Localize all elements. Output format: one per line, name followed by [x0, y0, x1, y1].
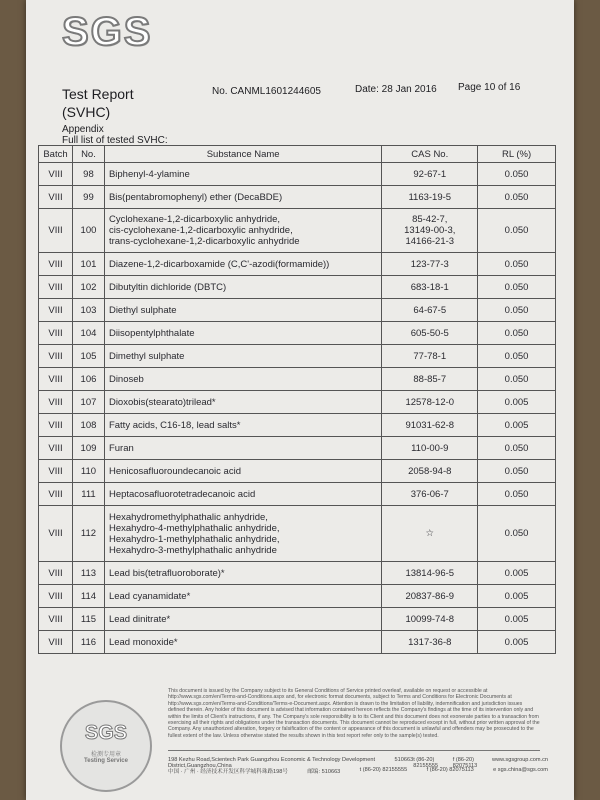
cell-batch: VIII — [39, 608, 73, 631]
address-en: 198 Kezhu Road,Scientech Park Guangzhou Economic & Technology Development District,Guangzhou,China — [168, 757, 375, 769]
cell-rl: 0.005 — [478, 391, 556, 414]
table-row — [39, 163, 556, 186]
web-cn: e sgs.china@sgs.com — [493, 767, 548, 773]
cell-batch: VIII — [39, 276, 73, 299]
cell-rl: 0.050 — [478, 163, 556, 186]
seal-logo: SGS — [84, 722, 128, 744]
cell-substance-name: Dioxobis(stearato)trilead* — [104, 391, 381, 414]
cell-cas-no: 376-06-7 — [382, 483, 478, 506]
table-row — [39, 631, 556, 654]
cell-rl: 0.050 — [478, 368, 556, 391]
cell-batch: VIII — [39, 345, 73, 368]
sgs-logo: SGS — [62, 10, 153, 54]
web-en: www.sgsgroup.com.cn — [492, 757, 549, 763]
table-header-row — [39, 146, 556, 163]
cell-substance-name: Hexahydromethylphathalic anhydride, Hexahydro-4-methylphathalic anhydride, Hexahydro-1-methylphathalic anhydride, Hexahydro-3-methylphathalic anhydride — [104, 506, 381, 562]
fax-cn: f (86-20) 82075113 — [426, 767, 474, 773]
cell-substance-name: Furan — [104, 437, 381, 460]
cell-substance-name: Lead dinitrate* — [104, 608, 381, 631]
header-rl: RL (%) — [478, 146, 556, 163]
cell-batch: VIII — [39, 391, 73, 414]
cell-substance-name: Cyclohexane-1,2-dicarboxylic anhydride, cis-cyclohexane-1,2-dicarboxylic anhydride, trans-cyclohexane-1,2-dicarboxylic anhydride — [104, 209, 381, 253]
cell-batch: VIII — [39, 299, 73, 322]
postcode-cn: 邮编: 510663 — [307, 769, 341, 775]
report-date: Date: 28 Jan 2016 — [355, 84, 437, 95]
cell-no: 105 — [72, 345, 104, 368]
cell-no: 116 — [72, 631, 104, 654]
cell-cas-no: ☆ — [382, 506, 478, 562]
header-substance-name: Substance Name — [104, 146, 381, 163]
cell-cas-no: 10099-74-8 — [382, 608, 478, 631]
cell-cas-no: 88-85-7 — [382, 368, 478, 391]
cell-substance-name: Lead bis(tetrafluoroborate)* — [104, 562, 381, 585]
cell-no: 98 — [72, 163, 104, 186]
footer-divider — [168, 750, 540, 751]
postcode-en: 510663 — [394, 757, 414, 763]
cell-cas-no: 605-50-5 — [382, 322, 478, 345]
cell-substance-name: Henicosafluoroundecanoic acid — [104, 460, 381, 483]
table-row — [39, 414, 556, 437]
cell-batch: VIII — [39, 368, 73, 391]
cell-no: 106 — [72, 368, 104, 391]
table-row — [39, 562, 556, 585]
cell-no: 102 — [72, 276, 104, 299]
cell-no: 103 — [72, 299, 104, 322]
cell-cas-no: 77-78-1 — [382, 345, 478, 368]
cell-rl: 0.050 — [478, 506, 556, 562]
cell-no: 111 — [72, 483, 104, 506]
cell-substance-name: Fatty acids, C16-18, lead salts* — [104, 414, 381, 437]
cell-rl: 0.050 — [478, 209, 556, 253]
cell-substance-name: Lead cyanamidate* — [104, 585, 381, 608]
cell-substance-name: Diisopentylphthalate — [104, 322, 381, 345]
page-number: Page 10 of 16 — [458, 82, 521, 93]
cell-rl: 0.050 — [478, 322, 556, 345]
cell-batch: VIII — [39, 437, 73, 460]
table-row — [39, 368, 556, 391]
table-row — [39, 276, 556, 299]
table-row — [39, 299, 556, 322]
cell-no: 115 — [72, 608, 104, 631]
cell-rl: 0.005 — [478, 631, 556, 654]
cell-rl: 0.050 — [478, 253, 556, 276]
cell-substance-name: Heptacosafluorotetradecanoic acid — [104, 483, 381, 506]
legal-disclaimer: This document is issued by the Company subject to its General Conditions of Service printed overleaf, available on request or accessible at http://www.sgs.com/en/Terms-and-Conditions.aspx and, for electronic format documents, subject to Terms and Conditions for Electronic Documents at http://www.sgs.com/en/Terms-and-Conditions/Terms-e-Document.aspx. Attention is drawn to the limitation of liability, indemnification and jurisdiction issues defined therein. Any holder of this document is advised that information contained hereon reflects the Company's findings at the time of its intervention only and within the limits of Client's instructions, if any. The Company's sole responsibility is to its Client and this document does not exonerate parties to a transaction from exercising all their rights and obligations under the transaction documents. This document cannot be reproduced except in full, without prior written approval of the Company. Any unauthorized alteration, forgery or falsification of the content or appearance of this document is unlawful and offenders may be prosecuted to the fullest extent of the law. Unless otherwise stated the results shown in this test report refer only to the sample(s) tested. — [168, 688, 540, 739]
cell-no: 99 — [72, 186, 104, 209]
table-row — [39, 391, 556, 414]
cell-no: 107 — [72, 391, 104, 414]
cell-substance-name: Lead monoxide* — [104, 631, 381, 654]
cell-no: 113 — [72, 562, 104, 585]
cell-cas-no: 92-67-1 — [382, 163, 478, 186]
table-row — [39, 506, 556, 562]
header-no: No. — [72, 146, 104, 163]
cell-no: 101 — [72, 253, 104, 276]
cell-no: 109 — [72, 437, 104, 460]
cell-batch: VIII — [39, 414, 73, 437]
cell-rl: 0.050 — [478, 299, 556, 322]
cell-cas-no: 85-42-7, 13149-00-3, 14166-21-3 — [382, 209, 478, 253]
cell-batch: VIII — [39, 209, 73, 253]
header-cas-no: CAS No. — [382, 146, 478, 163]
table-row — [39, 345, 556, 368]
appendix-label: Appendix — [62, 124, 104, 135]
svhc-table — [38, 145, 556, 654]
cell-rl: 0.050 — [478, 460, 556, 483]
table-row — [39, 460, 556, 483]
address-cn: 中国 · 广州 · 经济技术开发区科学城科珠路198号 — [168, 769, 288, 775]
cell-batch: VIII — [39, 322, 73, 345]
cell-cas-no: 123-77-3 — [382, 253, 478, 276]
cell-rl: 0.050 — [478, 276, 556, 299]
header-batch: Batch — [39, 146, 73, 163]
cell-no: 104 — [72, 322, 104, 345]
tel-cn: t (86-20) 82155555 — [359, 767, 408, 773]
table-row — [39, 322, 556, 345]
cell-cas-no: 12578-12-0 — [382, 391, 478, 414]
cell-batch: VIII — [39, 483, 73, 506]
cell-cas-no: 91031-62-8 — [382, 414, 478, 437]
cell-cas-no: 683-18-1 — [382, 276, 478, 299]
cell-cas-no: 20837-86-9 — [382, 585, 478, 608]
cell-rl: 0.050 — [478, 437, 556, 460]
cell-substance-name: Diazene-1,2-dicarboxamide (C,C'-azodi(formamide)) — [104, 253, 381, 276]
table-row — [39, 209, 556, 253]
cell-rl: 0.005 — [478, 414, 556, 437]
cell-rl: 0.050 — [478, 345, 556, 368]
report-title: Test Report — [62, 86, 134, 102]
cell-batch: VIII — [39, 163, 73, 186]
seal-line-en: Testing Service — [84, 758, 128, 764]
cell-no: 112 — [72, 506, 104, 562]
testing-seal — [60, 700, 152, 792]
cell-substance-name: Bis(pentabromophenyl) ether (DecaBDE) — [104, 186, 381, 209]
seal-line-cn: 检测专用章 — [90, 752, 121, 758]
cell-batch: VIII — [39, 562, 73, 585]
tel-en: t (86-20) 82155555 — [413, 757, 439, 769]
footer-address-cn — [168, 767, 548, 775]
table-row — [39, 608, 556, 631]
table-row — [39, 253, 556, 276]
table-row — [39, 186, 556, 209]
fax-en: f (86-20) 82075113 — [452, 757, 478, 769]
cell-rl: 0.050 — [478, 186, 556, 209]
cell-no: 108 — [72, 414, 104, 437]
cell-rl: 0.005 — [478, 608, 556, 631]
cell-batch: VIII — [39, 253, 73, 276]
cell-cas-no: 1163-19-5 — [382, 186, 478, 209]
cell-cas-no: 2058-94-8 — [382, 460, 478, 483]
cell-substance-name: Dinoseb — [104, 368, 381, 391]
cell-batch: VIII — [39, 460, 73, 483]
cell-cas-no: 13814-96-5 — [382, 562, 478, 585]
cell-cas-no: 1317-36-8 — [382, 631, 478, 654]
cell-rl: 0.005 — [478, 562, 556, 585]
cell-cas-no: 110-00-9 — [382, 437, 478, 460]
cell-substance-name: Diethyl sulphate — [104, 299, 381, 322]
cell-cas-no: 64-67-5 — [382, 299, 478, 322]
cell-batch: VIII — [39, 186, 73, 209]
cell-batch: VIII — [39, 506, 73, 562]
cell-substance-name: Dibutyltin dichloride (DBTC) — [104, 276, 381, 299]
cell-rl: 0.050 — [478, 483, 556, 506]
cell-no: 110 — [72, 460, 104, 483]
list-title: Full list of tested SVHC: — [62, 135, 168, 146]
cell-substance-name: Dimethyl sulphate — [104, 345, 381, 368]
report-subtitle: (SVHC) — [62, 104, 111, 120]
cell-no: 114 — [72, 585, 104, 608]
cell-rl: 0.005 — [478, 585, 556, 608]
table-row — [39, 437, 556, 460]
cell-no: 100 — [72, 209, 104, 253]
table-row — [39, 483, 556, 506]
cell-substance-name: Biphenyl-4-ylamine — [104, 163, 381, 186]
report-number: No. CANML1601244605 — [212, 86, 321, 97]
table-row — [39, 585, 556, 608]
cell-batch: VIII — [39, 631, 73, 654]
cell-batch: VIII — [39, 585, 73, 608]
